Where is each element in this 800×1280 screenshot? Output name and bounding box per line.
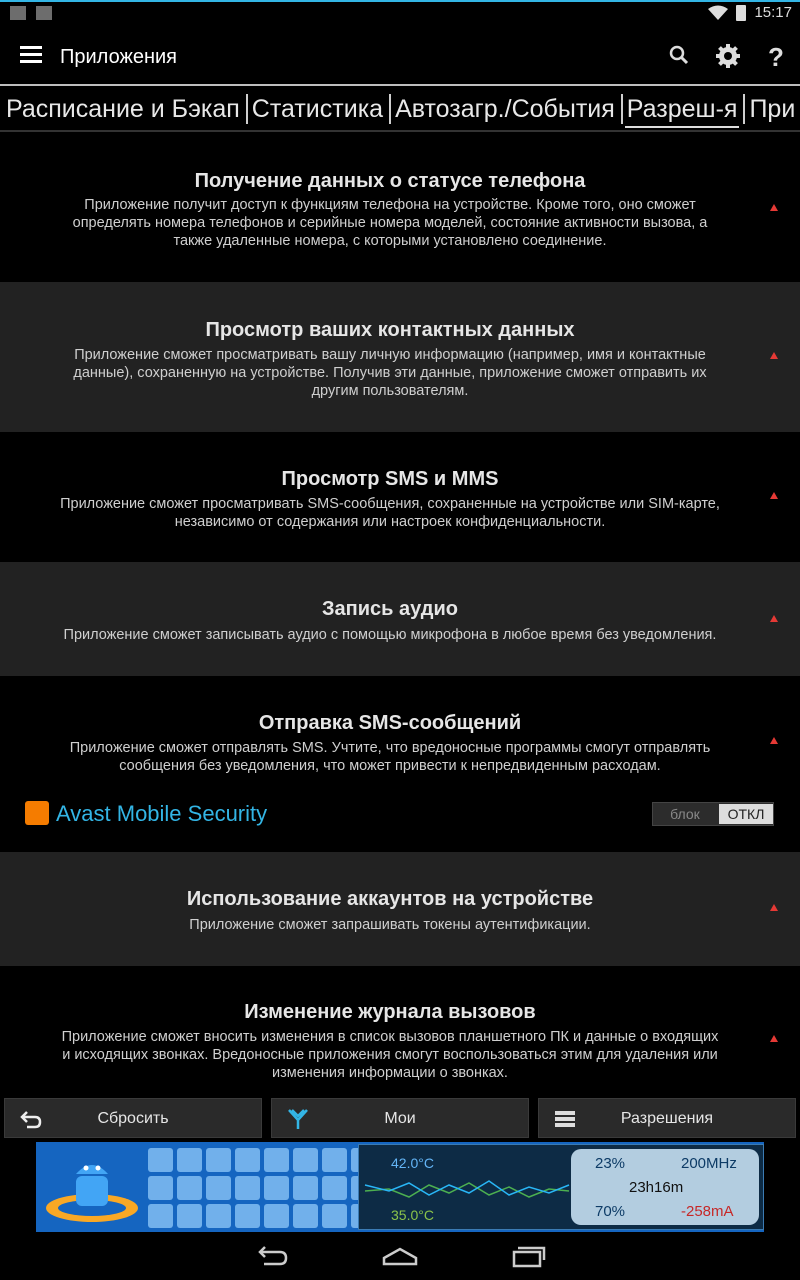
tab-statistics[interactable]: Статистика	[246, 88, 389, 130]
app-row-avast	[0, 795, 800, 831]
image-notification-icon	[36, 6, 52, 20]
temperature-2: 35.0°C	[391, 1207, 434, 1223]
mine-button[interactable]: Мои	[271, 1098, 529, 1138]
permission-description: Приложение сможет просматривать вашу личную информацию (например, имя и контактные данные), сохраненную на устройстве. Получив эти данные, приложение сможет отправить их другим пользователям.	[73, 347, 707, 399]
temperature-1: 42.0°C	[391, 1155, 434, 1171]
permission-title: Изменение журнала вызовов	[244, 1001, 536, 1023]
permission-item-contacts[interactable]	[0, 282, 800, 432]
page-title: Приложения	[60, 46, 178, 68]
notification-icon	[10, 6, 26, 20]
stats-panel	[571, 1149, 759, 1225]
tab-permissions[interactable]: Разреш-я	[621, 88, 744, 130]
tab-autostart-events[interactable]: Автозагр./События	[389, 88, 621, 130]
help-icon[interactable]	[762, 42, 790, 70]
permission-description: Приложение сможет просматривать SMS-сообщения, сохраненные на устройстве или SIM-карте, независимо от содержания или настроек конфиденциальности.	[60, 496, 720, 530]
warning-icon	[770, 204, 778, 211]
gear-icon[interactable]	[714, 42, 742, 70]
warning-icon	[770, 737, 778, 744]
system-monitor-widget	[358, 1144, 764, 1230]
app-icons-grid	[148, 1148, 376, 1228]
warning-icon	[770, 352, 778, 359]
permission-description: Приложение сможет вносить изменения в список вызовов планшетного ПК и данные о входящих и исходящих звонках. Вредоносные приложения смогут воспользоваться этим для удаления или изменения информации о звонках.	[61, 1029, 719, 1081]
uptime: 23h16m	[629, 1179, 684, 1196]
permission-item-audio[interactable]	[0, 562, 800, 676]
permission-description: Приложение сможет записывать аудио с помощью микрофона в любое время без уведомления.	[63, 627, 717, 643]
permission-item-accounts[interactable]	[0, 852, 800, 966]
tab-strip	[0, 88, 800, 130]
status-time: 15:17	[754, 4, 792, 21]
wifi-icon	[708, 5, 728, 21]
recent-apps-icon[interactable]	[508, 1244, 548, 1268]
toggle-block-option[interactable]: блок	[670, 806, 700, 822]
warning-icon	[770, 492, 778, 499]
permission-title: Получение данных о статусе телефона	[194, 170, 586, 192]
navigation-bar	[0, 1232, 800, 1280]
battery-icon	[736, 5, 746, 21]
search-icon[interactable]	[666, 42, 694, 70]
tab-schedule-backup[interactable]: Расписание и Бэкап	[6, 95, 240, 123]
avast-logo-icon	[25, 801, 49, 825]
permission-description: Приложение получит доступ к функциям телефона на устройстве. Кроме того, оно сможет определять номера телефонов и серийные номера моделей, состояние активности вызова, а также удаленные номера, с которыми установлено соединение.	[72, 197, 708, 249]
cpu-load: 23%	[595, 1155, 626, 1172]
warning-icon	[770, 904, 778, 911]
ad-banner[interactable]	[36, 1142, 764, 1232]
permission-item-phone-status[interactable]	[0, 132, 800, 282]
permission-title: Просмотр SMS и MMS	[281, 468, 499, 490]
reset-button[interactable]: Сбросить	[4, 1098, 262, 1138]
permission-description: Приложение сможет отправлять SMS. Учтите, что вредоносные программы смогут отправлять сообщения без уведомления, что может привести к непредвиденным расходам.	[69, 740, 711, 774]
menu-icon[interactable]	[20, 46, 42, 64]
permission-title: Просмотр ваших контактных данных	[205, 319, 575, 341]
home-icon[interactable]	[380, 1244, 420, 1268]
app-name-link[interactable]: Avast Mobile Security	[56, 801, 268, 826]
permission-title: Запись аудио	[322, 598, 458, 620]
cpu-frequency: 200MHz	[681, 1155, 737, 1172]
warning-icon	[770, 1035, 778, 1042]
permission-item-sms-mms[interactable]	[0, 432, 800, 562]
toggle-off-option[interactable]: ОТКЛ	[719, 804, 773, 824]
action-bar	[0, 26, 800, 86]
status-bar	[0, 0, 800, 26]
tab-more[interactable]: При	[743, 88, 800, 130]
bottom-button-bar	[0, 1096, 800, 1142]
permission-toggle[interactable]	[652, 802, 774, 826]
permission-description: Приложение сможет запрашивать токены аутентификации.	[189, 917, 591, 933]
svg-text:?: ?	[768, 42, 784, 70]
permission-item-call-log[interactable]	[0, 966, 800, 1096]
permission-title: Использование аккаунтов на устройстве	[186, 888, 594, 910]
android-robot-icon	[42, 1150, 142, 1226]
warning-icon	[770, 615, 778, 622]
battery-current: -258mA	[681, 1203, 734, 1220]
permission-title: Отправка SMS-сообщений	[258, 712, 522, 734]
permissions-button[interactable]: Разрешения	[538, 1098, 796, 1138]
back-icon[interactable]	[252, 1244, 292, 1268]
battery-level: 70%	[595, 1203, 626, 1220]
divider	[0, 84, 800, 86]
